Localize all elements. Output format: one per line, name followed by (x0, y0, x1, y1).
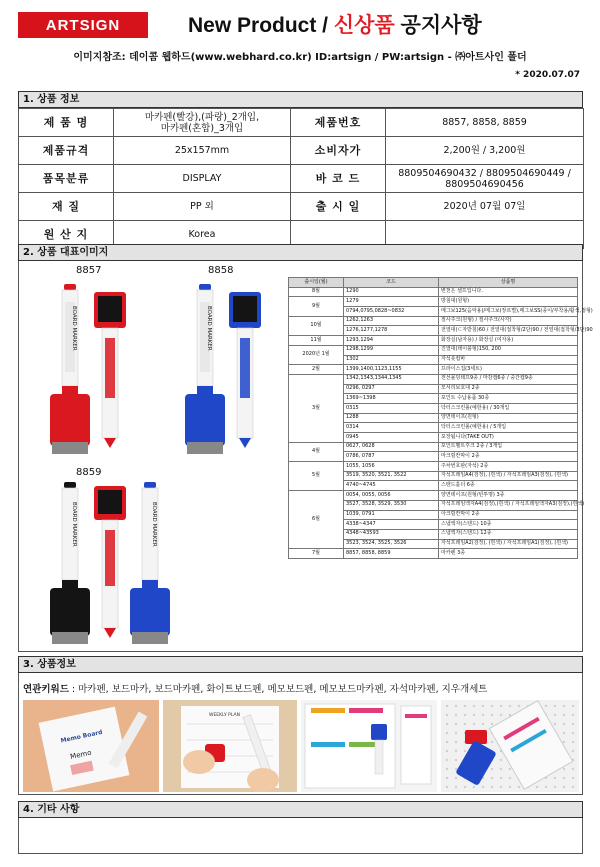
product-8858-blue-markers-image (175, 282, 265, 460)
value-barcode: 8809504690432 / 8809504690449 / 8809504690456 (386, 165, 584, 193)
code-value-cell: 0794,0795,0828~0832 (344, 307, 439, 317)
section-other-notes: 4. 기타 사항 (18, 801, 583, 818)
product-8857-red-markers-image (40, 282, 130, 460)
code-table-row (289, 365, 578, 375)
code-product-name-cell: 방침대(원형) (439, 297, 578, 307)
code-value-cell: 0314 (344, 423, 439, 433)
product-info-table (18, 108, 584, 249)
code-value-cell: 3527, 3528, 3529, 3530 (344, 500, 439, 510)
code-month-cell: 4월 (289, 442, 344, 461)
code-product-name-cell: 포인트 수납용품 30종 (439, 394, 578, 404)
svg-text:BOARD MARKER: BOARD MARKER (71, 502, 77, 547)
code-value-cell: 1302 (344, 355, 439, 365)
value-product-name: 마카펜(빨강),(파랑)_2개입, 마카펜(혼합)_3개입 (114, 109, 291, 137)
code-product-name-cell: 닥터스크린롤(예한용) / 30개입 (439, 403, 578, 413)
code-product-name-cell: 양면테이프(원형) (439, 413, 578, 423)
svg-text:BOARD MARKER: BOARD MARKER (206, 306, 212, 351)
value-material: PP 외 (114, 193, 291, 221)
code-product-name-cell: 닥터스크린롤(예한용) / 5개입 (439, 423, 578, 433)
code-month-cell: 6월 (289, 491, 344, 549)
code-product-name-cell: 마카펜 3종 (439, 549, 578, 559)
code-table-row (289, 297, 578, 307)
page-header (18, 12, 583, 40)
code-product-name-cell: 절사주크(원형) / 절사주크(사각) (439, 316, 578, 326)
code-month-cell: 2020년 1월 (289, 345, 344, 364)
code-product-name-cell: 전선몰딩테프9종 / 마감캡6종 / 중간캡9종 (439, 374, 578, 384)
code-product-name-cell: 메그보125(음악용)/메그보(장르별),메그보SS(종이/부착용/활색,정형) (439, 307, 578, 317)
photo-weekly-plan (163, 700, 297, 792)
product-label-8859: 8859 (76, 467, 102, 478)
label-price: 소비자가 (291, 137, 386, 165)
product-label-8858: 8858 (208, 265, 234, 276)
code-value-cell: 0315 (344, 403, 439, 413)
code-value-cell: 1290 (344, 287, 439, 297)
photo-magnetic-board (301, 700, 437, 792)
code-table-row (289, 336, 578, 346)
code-product-name-cell: 모서리보호대 2종 (439, 384, 578, 394)
label-category: 품목분류 (19, 165, 114, 193)
photo-board-title: Memo Board (60, 728, 104, 745)
code-product-name-cell: 주차번호판(자석) 2종 (439, 462, 578, 472)
code-product-name-cell: 아크릴칸막이 2종 (439, 510, 578, 520)
code-product-name-cell: 포장됩니다(TAKE OUT) (439, 433, 578, 443)
code-month-cell: 2월 (289, 365, 344, 375)
label-release-date: 출 시 일 (291, 193, 386, 221)
code-month-cell: 10월 (289, 316, 344, 335)
code-product-name-cell: 화장실(남자용) / 화장실 (여자용) (439, 336, 578, 346)
product-label-8857: 8857 (76, 265, 102, 276)
code-value-cell: 1369~1398 (344, 394, 439, 404)
value-price: 2,200원 / 3,200원 (386, 137, 584, 165)
code-product-name-cell: 자석프레임A4(검정), (흰색) / 자석프레임A3(검정), (흰색) (439, 471, 578, 481)
code-header-month: 출시일(월) (289, 278, 344, 288)
code-month-cell: 8월 (289, 287, 344, 297)
code-table-row (289, 316, 578, 326)
code-product-name-cell: 양면테이프(원형/빈투명) 3종 (439, 491, 578, 501)
code-month-cell: 7월 (289, 549, 344, 559)
label-product-name: 제 품 명 (19, 109, 114, 137)
code-value-cell: 1342,1343,1344,1345 (344, 374, 439, 384)
code-value-cell: 4348~43593 (344, 529, 439, 539)
code-month-cell: 3월 (289, 374, 344, 442)
code-month-cell: 11월 (289, 336, 344, 346)
label-spec: 제품규격 (19, 137, 114, 165)
code-table-row (289, 491, 578, 501)
section-product-details: 3. 상품정보 (18, 656, 583, 673)
code-product-name-cell: 자석프레임A2(검정), (흰색) / 자석프레임A1(검정), (흰색) (439, 539, 578, 549)
code-month-cell: 9월 (289, 297, 344, 316)
code-value-cell: 1055, 1056 (344, 462, 439, 472)
code-product-name-cell: 스냅액자(스탠드) 10종 (439, 520, 578, 530)
label-material: 재 질 (19, 193, 114, 221)
value-spec: 25x157mm (114, 137, 291, 165)
product-8859-mixed-markers-image (40, 480, 190, 648)
label-product-number: 제품번호 (291, 109, 386, 137)
photo-board-sub: Memo (69, 748, 93, 761)
other-notes-area (18, 818, 583, 854)
code-table-row (289, 374, 578, 384)
code-table-row (289, 462, 578, 472)
code-value-cell: 8857, 8858, 8859 (344, 549, 439, 559)
related-keywords: 연관키워드 : 마카펜, 보드마카, 보드마카펜, 화이트보드펜, 메모보드펜, 메모보드마카펜, 자석마카펜, 지우개세트 (23, 684, 488, 695)
code-value-cell: 0296, 0297 (344, 384, 439, 394)
code-header-code: 코드 (344, 278, 439, 288)
code-product-name-cell: 포인트벨트후크 2종 / 3개입 (439, 442, 578, 452)
photo-pegboard (441, 700, 579, 792)
code-value-cell: 3519, 3520, 3521, 3522 (344, 471, 439, 481)
code-value-cell: 0945 (344, 433, 439, 443)
artsign-logo: ARTSIGN (18, 12, 148, 38)
section-representative-image: 2. 상품 대표이미지 (18, 244, 583, 261)
code-value-cell: 1276,1277,1278 (344, 326, 439, 336)
svg-text:BOARD MARKER: BOARD MARKER (151, 502, 157, 547)
code-value-cell: 4740~4745 (344, 481, 439, 491)
notice-date: * 2020.07.07 (515, 70, 580, 80)
code-value-cell: 1298,1299 (344, 345, 439, 355)
code-value-cell: 1262,1263 (344, 316, 439, 326)
code-product-name-cell: 자석프레임액자A4(검정),(흰색) / 자석프레임액자A3(검정),(흰색) (439, 500, 578, 510)
code-product-name-cell: 마크릴칸막이 2종 (439, 452, 578, 462)
code-month-cell: 5월 (289, 462, 344, 491)
code-table-row (289, 549, 578, 559)
code-value-cell: 1288 (344, 413, 439, 423)
code-table-row (289, 442, 578, 452)
code-product-name-cell: 스냅액자(스탠드) 12종 (439, 529, 578, 539)
label-barcode: 바 코 드 (291, 165, 386, 193)
code-value-cell: 1039, 0791 (344, 510, 439, 520)
value-product-number: 8857, 8858, 8859 (386, 109, 584, 137)
section-product-info: 1. 상품 정보 (18, 91, 583, 108)
code-product-name-cell: 자석숏컵바 (439, 355, 578, 365)
page-title: New Product / 신상품 공지사항 (188, 14, 482, 37)
code-product-name-cell: 진열대(테이블형)150, 200 (439, 345, 578, 355)
release-code-table (288, 277, 593, 559)
code-product-name-cell: 변천은 셀프입니다. (439, 287, 578, 297)
code-product-name-cell: 프라이스집(3세트) (439, 365, 578, 375)
value-category: DISPLAY (114, 165, 291, 193)
value-origin: Korea (114, 221, 291, 249)
image-reference-line: 이미지참조: 데이콤 웹하드(www.webhard.co.kr) ID:artsign / PW:artsign - ㈜아트사인 폴더 (73, 52, 527, 63)
photo-weekly-title: WEEKLY PLAN (209, 713, 240, 718)
code-value-cell: 1293,1294 (344, 336, 439, 346)
svg-text:BOARD MARKER: BOARD MARKER (71, 306, 77, 351)
label-origin: 원 산 지 (19, 221, 114, 249)
code-product-name-cell: 전열대(ㄷ자받침)60 / 전열대(접착형/2단)90 / 전열대(접착형/3단)90 (439, 326, 578, 336)
code-value-cell: 0054, 0055, 0056 (344, 491, 439, 501)
code-value-cell: 0786, 0787 (344, 452, 439, 462)
photo-memo-board (23, 700, 159, 792)
code-product-name-cell: 스탠드홀더 6종 (439, 481, 578, 491)
code-table-row (289, 345, 578, 355)
code-value-cell: 3523, 3524, 3525, 3526 (344, 539, 439, 549)
value-release-date: 2020년 07월 07일 (386, 193, 584, 221)
code-value-cell: 1399,1400,1123,1155 (344, 365, 439, 375)
code-table-row (289, 287, 578, 297)
code-value-cell: 1279 (344, 297, 439, 307)
keyword-area (18, 673, 583, 795)
code-value-cell: 0627, 0628 (344, 442, 439, 452)
code-value-cell: 4338~4347 (344, 520, 439, 530)
code-header-name: 상품명 (439, 278, 578, 288)
